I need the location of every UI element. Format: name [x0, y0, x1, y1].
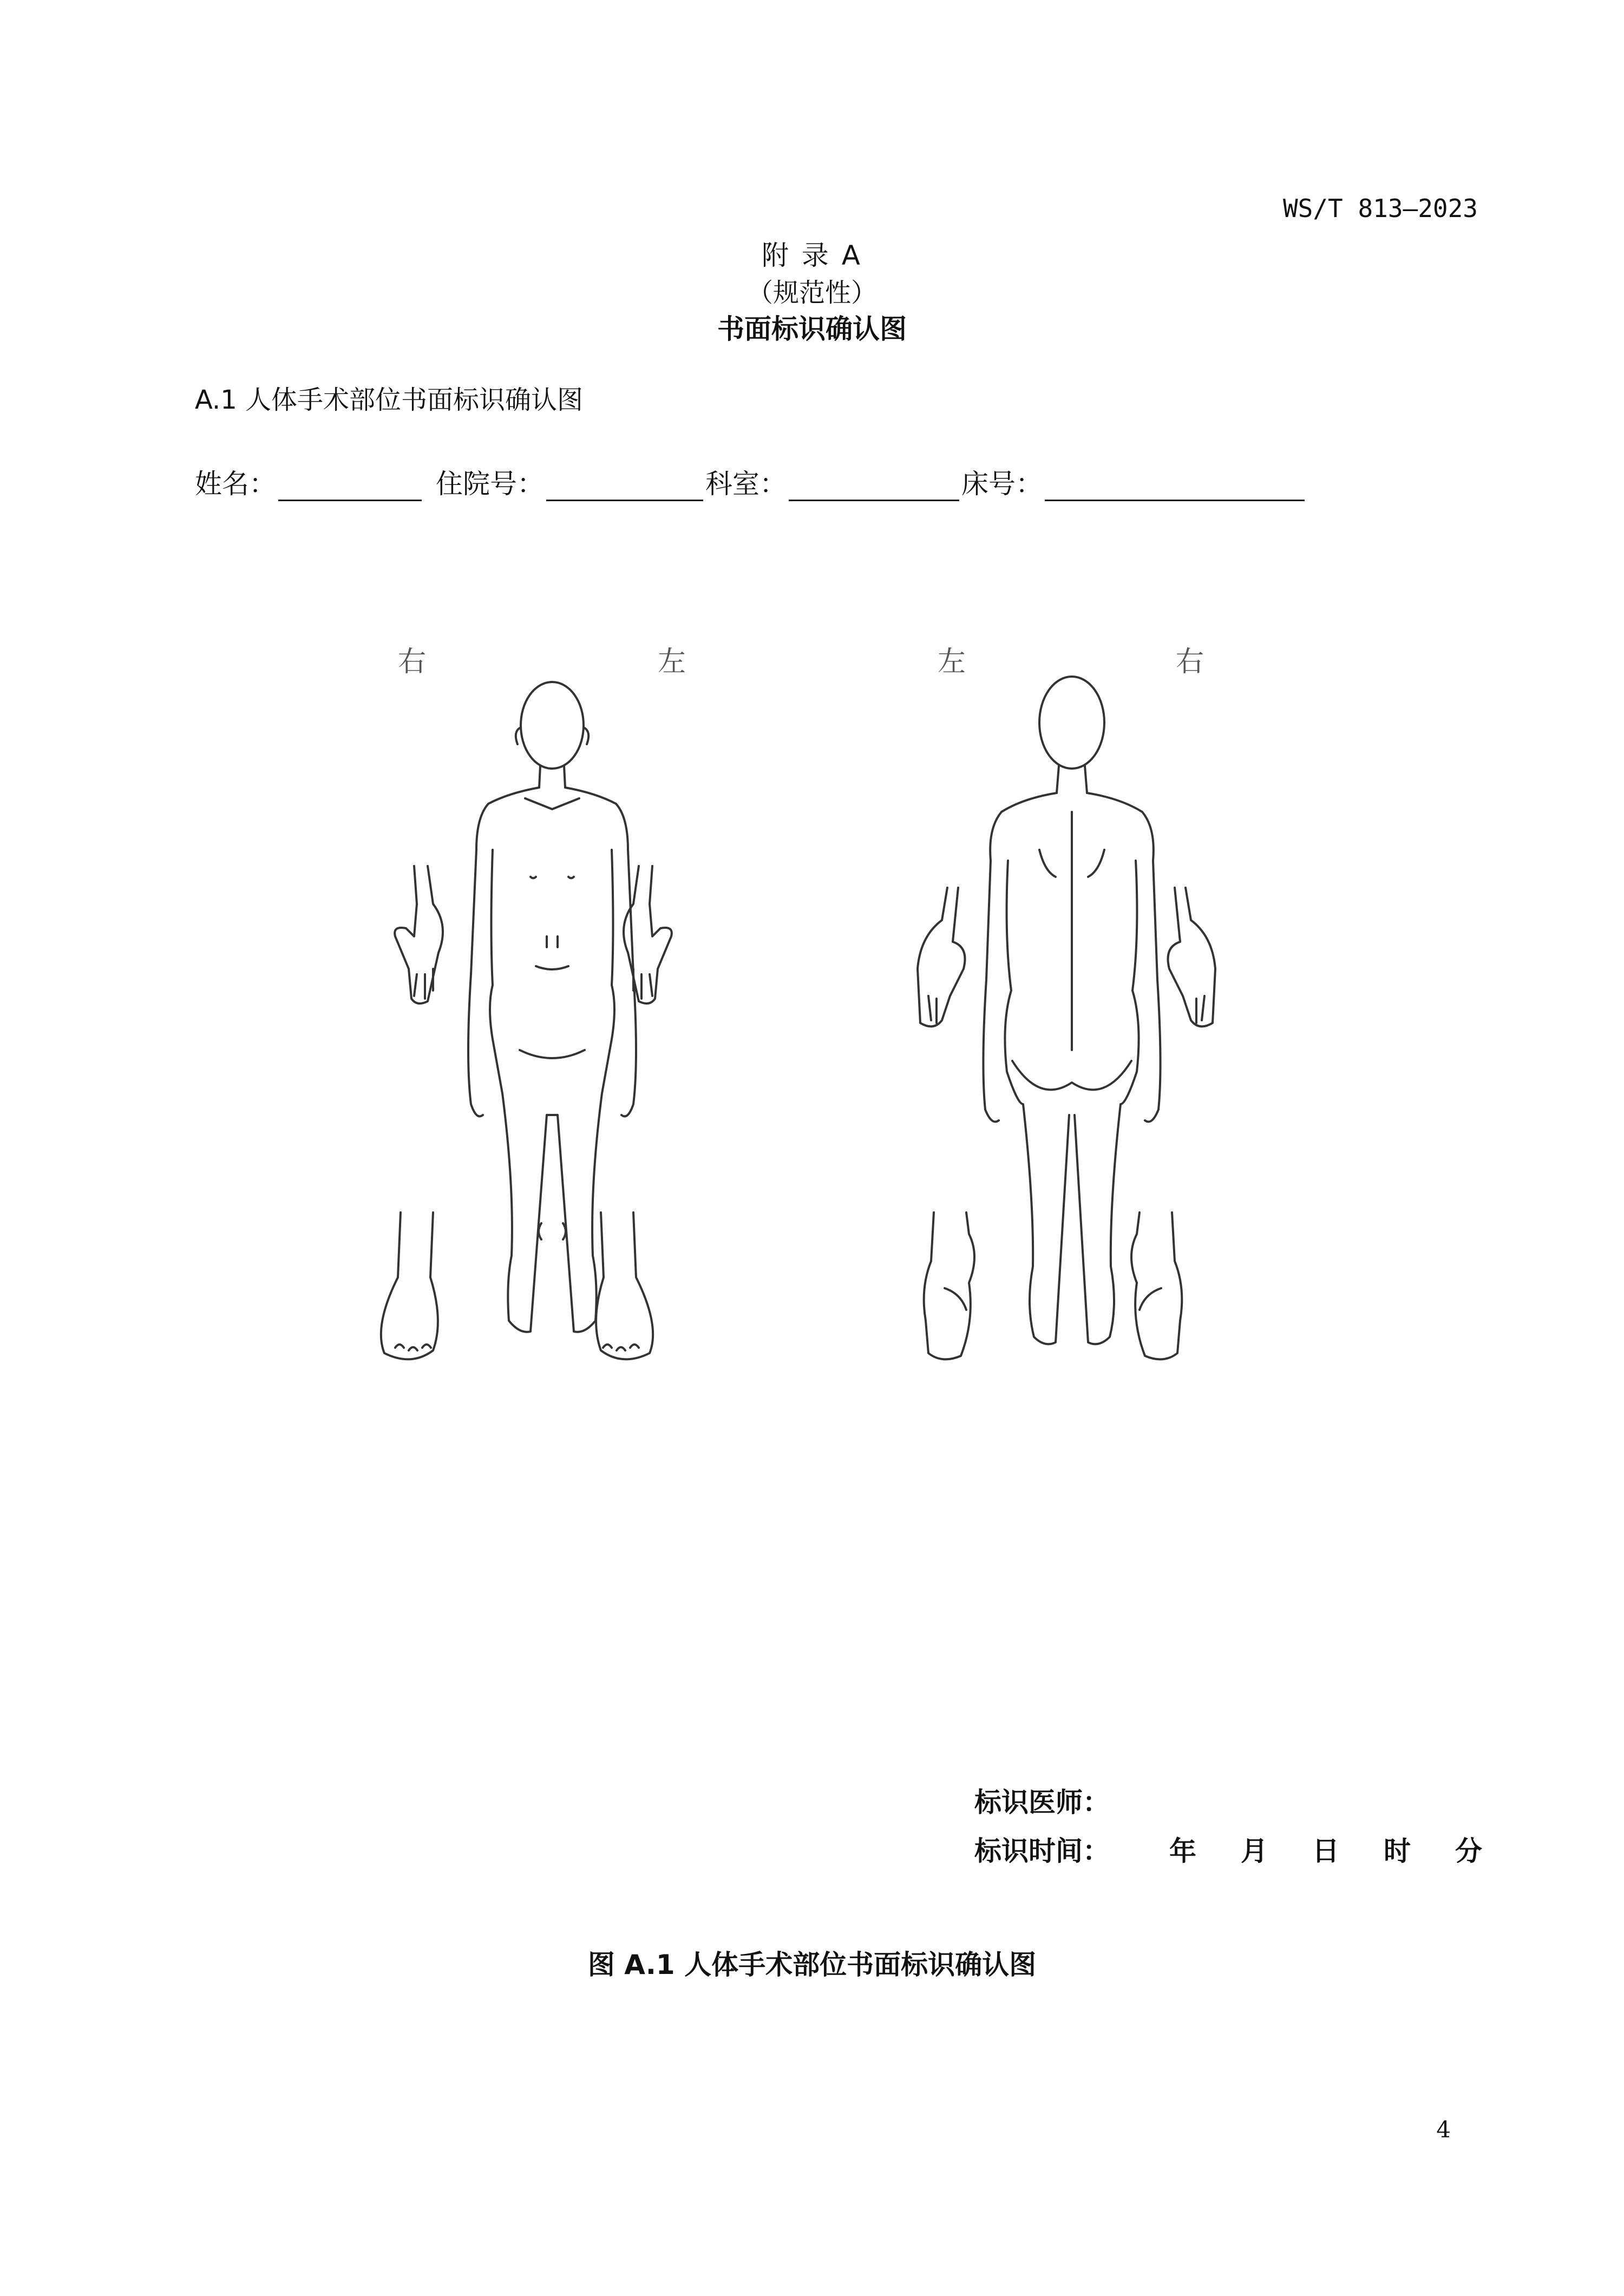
back-left-foot	[924, 1212, 974, 1359]
appendix-name: 书面标识确认图	[717, 313, 907, 345]
back-head	[1039, 677, 1104, 769]
time-label: 标识时间：	[974, 1835, 1110, 1867]
back-left-hand	[918, 888, 965, 1026]
name-field[interactable]	[278, 476, 422, 501]
standard-code: WS/T 813—2023	[1282, 194, 1478, 223]
section-heading: A.1 人体手术部位书面标识确认图	[195, 385, 584, 415]
page-number: 4	[1436, 2116, 1451, 2143]
front-head	[521, 682, 584, 769]
body-diagram	[325, 671, 1299, 1483]
bed-field[interactable]	[1045, 476, 1305, 501]
front-body-figure	[468, 682, 636, 1332]
hour-unit: 时	[1384, 1835, 1411, 1867]
doctor-signature-line	[974, 1781, 1110, 1820]
name-label: 姓名：	[195, 468, 276, 500]
day-unit: 日	[1312, 1835, 1339, 1867]
back-left-label: 左	[938, 646, 966, 678]
minute-unit: 分	[1455, 1835, 1482, 1867]
doctor-label: 标识医师：	[974, 1787, 1110, 1818]
front-right-foot	[381, 1212, 438, 1359]
admission-label: 住院号：	[436, 468, 544, 500]
front-right-label: 右	[398, 646, 427, 678]
month-unit: 月	[1241, 1835, 1268, 1867]
marking-time-line	[974, 1829, 1482, 1868]
figure-caption: 图 A.1 人体手术部位书面标识确认图	[587, 1949, 1037, 1980]
year-unit: 年	[1169, 1835, 1196, 1867]
appendix-title: 附 录 A	[762, 240, 862, 271]
department-label: 科室：	[705, 468, 787, 500]
back-right-foot	[1131, 1212, 1182, 1359]
admission-field[interactable]	[546, 476, 703, 501]
front-left-label: 左	[658, 646, 686, 678]
front-left-foot	[596, 1212, 653, 1359]
back-right-label: 右	[1176, 646, 1204, 678]
front-right-hand	[395, 866, 443, 1003]
department-field[interactable]	[789, 476, 959, 501]
bed-label: 床号：	[961, 468, 1043, 500]
patient-info-row	[195, 462, 1307, 501]
back-right-hand	[1168, 888, 1216, 1026]
appendix-type: （规范性）	[746, 278, 877, 308]
